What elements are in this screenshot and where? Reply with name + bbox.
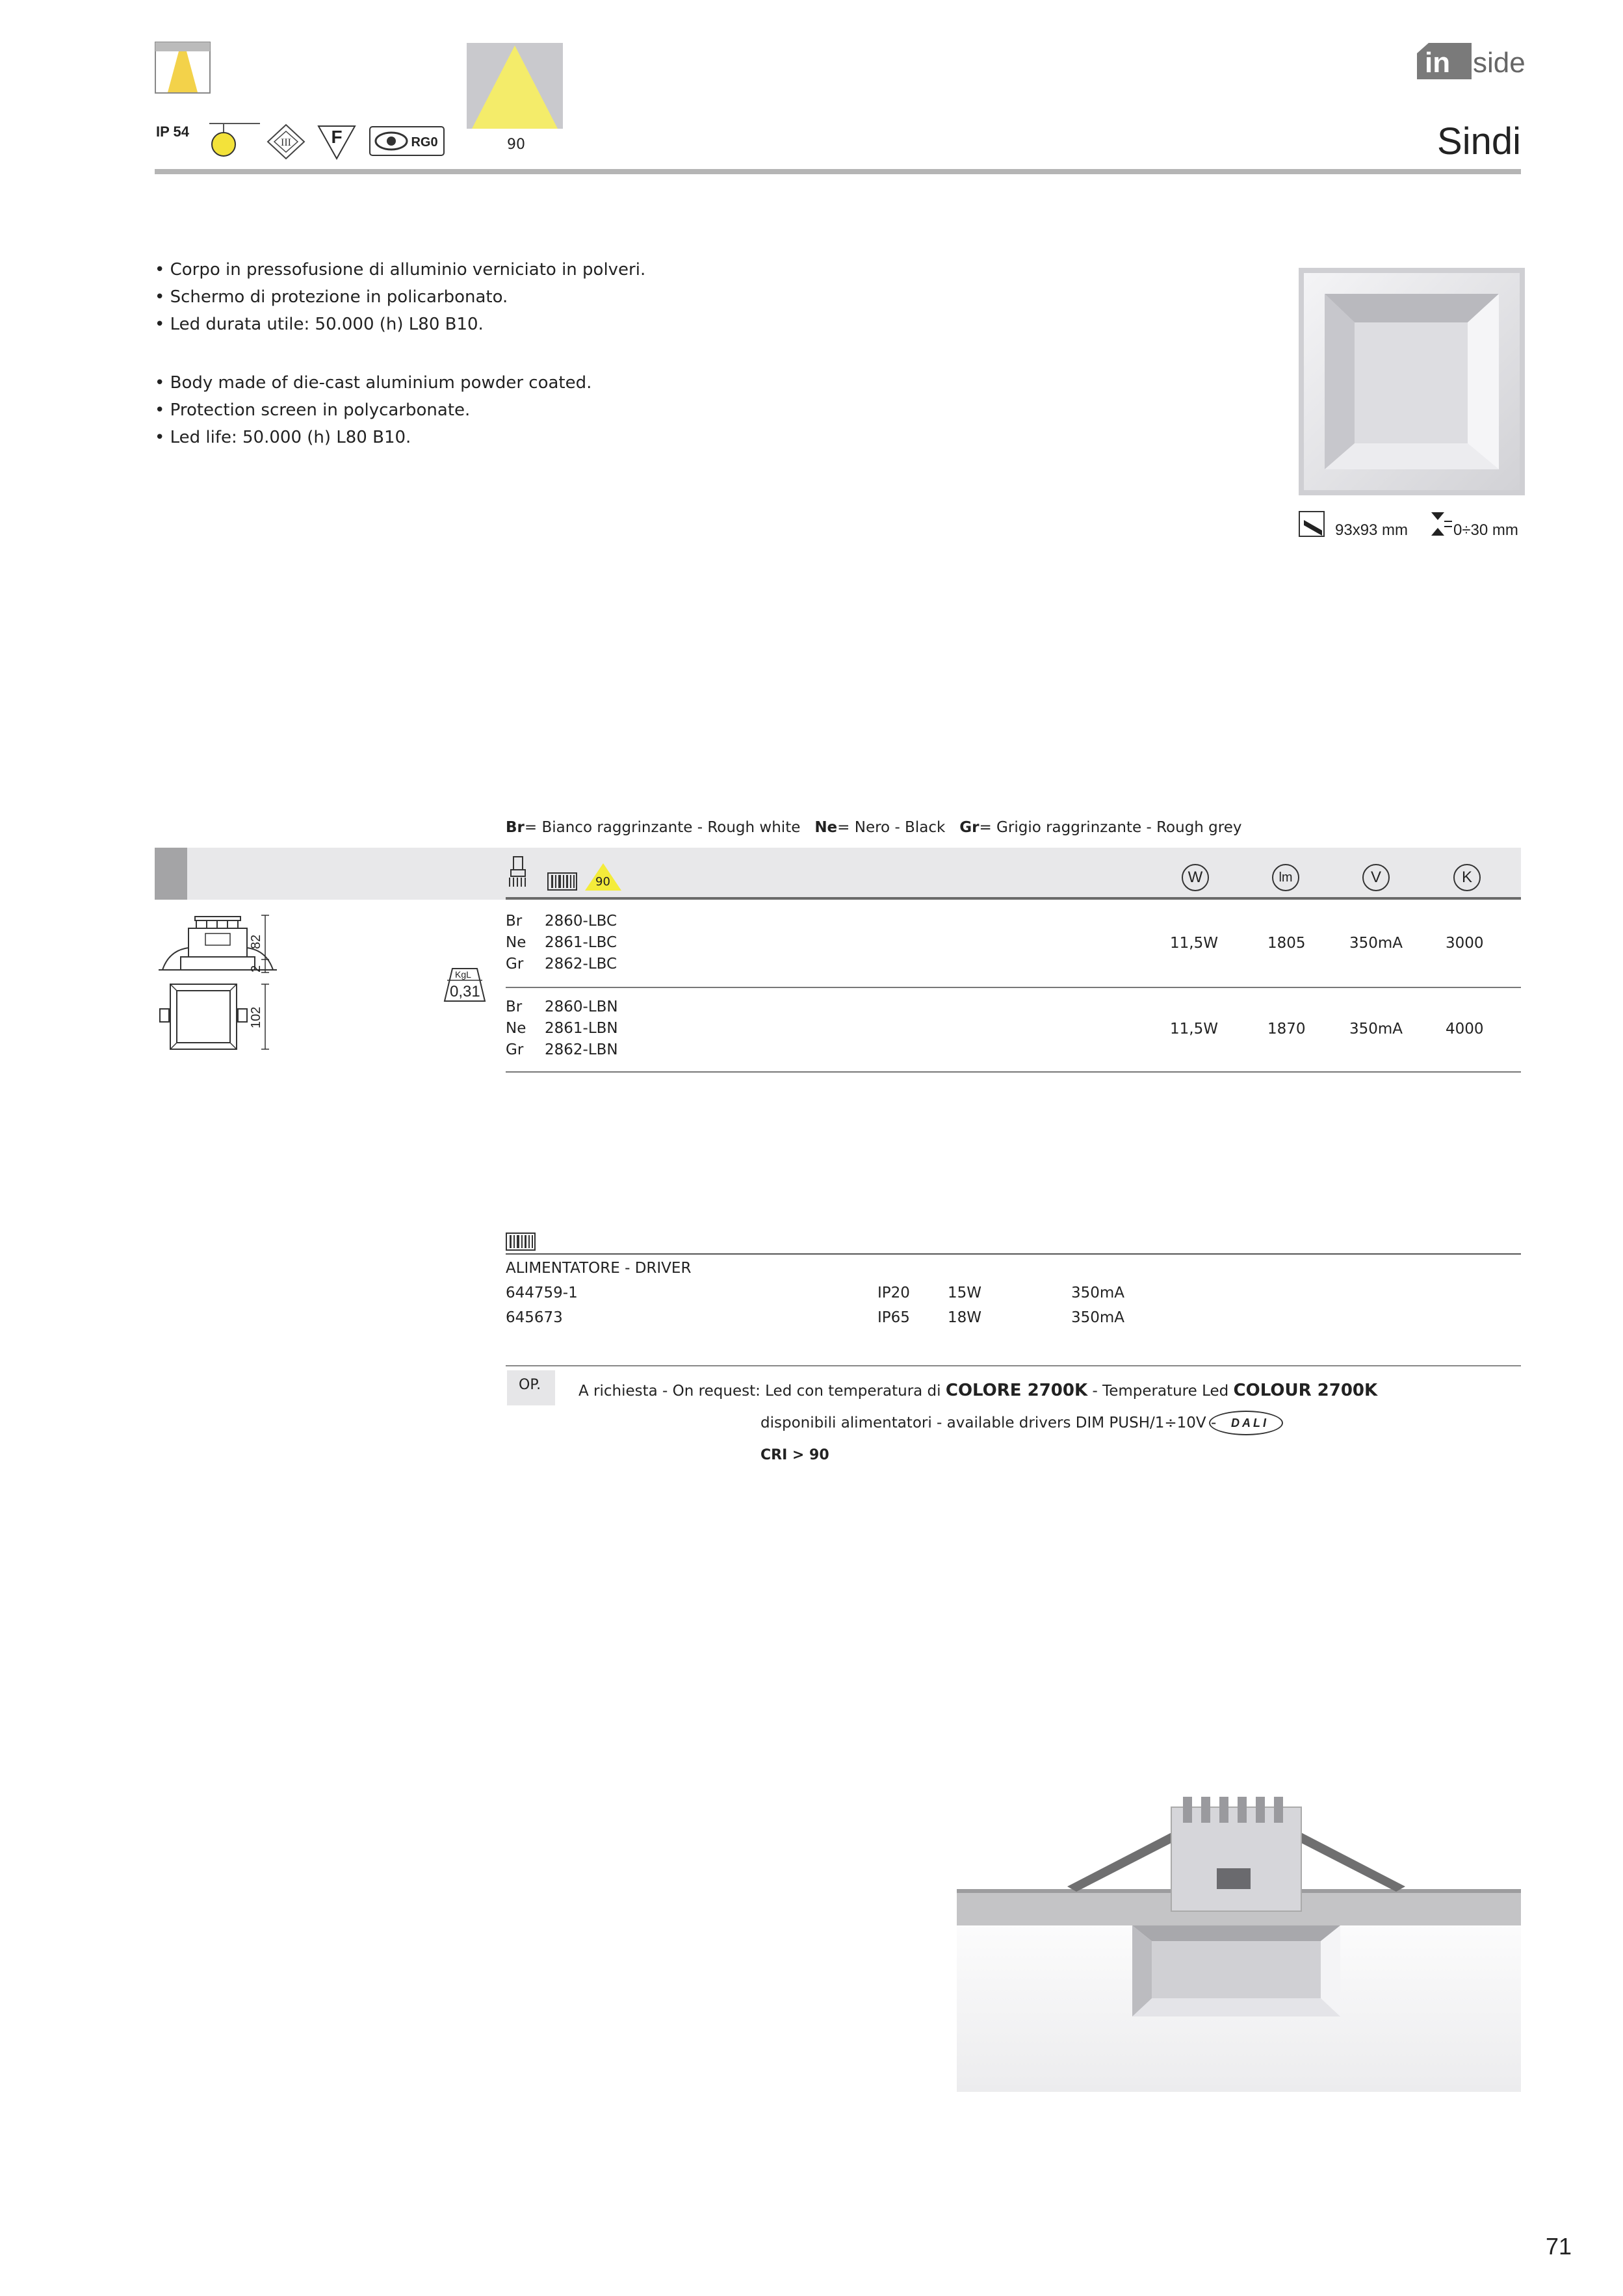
finish-code: Ne xyxy=(814,819,838,836)
ip-rating: IP 54 xyxy=(156,124,189,140)
driver-title: ALIMENTATORE - DRIVER xyxy=(506,1260,692,1277)
rg0-eye-icon xyxy=(369,126,445,156)
description-it xyxy=(155,261,645,333)
kelvin-value: 4000 xyxy=(1446,1021,1484,1037)
options-line-3: CRI > 90 xyxy=(760,1447,829,1463)
finish-desc: = Grigio raggrinzante - Rough grey xyxy=(979,819,1242,836)
list-item xyxy=(506,1000,618,1015)
class-iii-icon xyxy=(266,124,305,160)
barcode-icon xyxy=(547,872,577,891)
cutout-icon xyxy=(1299,511,1325,537)
watt-column-icon: W xyxy=(1182,864,1209,891)
finishes-legend xyxy=(506,820,1242,835)
row-divider xyxy=(506,987,1521,988)
cutout-size: 93x93 mm xyxy=(1335,521,1409,539)
finish-code: Br xyxy=(506,913,523,930)
bulb-icon xyxy=(207,121,263,160)
driver-power: 18W xyxy=(948,1309,982,1326)
article-code: 2861-LBC xyxy=(545,934,617,951)
driver-current: 350mA xyxy=(1071,1285,1125,1301)
desc-en-line: • Body made of die-cast aluminium powder coated. xyxy=(155,373,592,393)
finish-code: Ne xyxy=(506,1020,526,1037)
weight-unit: KgL xyxy=(455,969,471,980)
desc-en-line: • Protection screen in polycarbonate. xyxy=(155,400,471,420)
table-row xyxy=(506,914,617,972)
list-item xyxy=(506,914,617,929)
finish-code: Ne xyxy=(506,934,526,951)
product-name: Sindi xyxy=(1437,120,1521,163)
watt-value: 11,5W xyxy=(1170,1021,1218,1037)
list-item xyxy=(506,1021,618,1036)
driver-code: 645673 xyxy=(506,1309,563,1326)
desc-it-line: • Schermo di protezione in policarbonato. xyxy=(155,287,508,307)
weight-value: 0,31 xyxy=(450,983,480,1000)
options-text: disponibili alimentatori - available drivers DIM PUSH/1÷10V - xyxy=(760,1415,1217,1431)
width-dimension: 102 xyxy=(249,1006,263,1028)
table-header-rule xyxy=(506,897,1521,900)
description-en xyxy=(155,374,591,446)
table-row xyxy=(506,1000,618,1058)
driver-ip: IP20 xyxy=(877,1285,910,1301)
driver-barcode-icon xyxy=(506,1233,536,1251)
page-number: 71 xyxy=(1546,2233,1572,2260)
product-front-photo xyxy=(1299,268,1525,495)
finish-code: Br xyxy=(506,998,523,1015)
light-distribution-icon xyxy=(155,42,211,94)
ceiling-thickness: 0÷30 mm xyxy=(1453,521,1518,539)
class-iii-label: III xyxy=(281,137,291,148)
options-line-2 xyxy=(760,1416,1216,1431)
height-small-dimension: 2 xyxy=(249,965,263,972)
volt-column-icon: V xyxy=(1362,864,1390,891)
finish-code: Gr xyxy=(506,1041,524,1058)
driver-power: 15W xyxy=(948,1285,982,1301)
article-code: 2862-LBN xyxy=(545,1041,618,1058)
finish-desc: = Bianco raggrinzante - Rough white xyxy=(524,819,801,836)
brand-light: side xyxy=(1473,47,1526,79)
list-item xyxy=(506,935,617,950)
f-mark-icon xyxy=(317,124,356,160)
driver-current: 350mA xyxy=(1071,1309,1125,1326)
driver-code: 644759-1 xyxy=(506,1285,578,1301)
f-mark-label: F xyxy=(331,127,343,147)
options-text-bold: COLOUR 2700K xyxy=(1233,1381,1378,1400)
finish-brush-icon xyxy=(507,855,529,888)
options-line-1 xyxy=(578,1382,1377,1399)
ceiling-thickness-icon xyxy=(1430,511,1452,537)
driver-ip: IP65 xyxy=(877,1309,910,1326)
list-item xyxy=(506,1043,618,1058)
lumen-value: 1870 xyxy=(1267,1021,1306,1037)
dali-label: DALI xyxy=(1231,1416,1269,1429)
list-item xyxy=(506,957,617,972)
desc-it-line: • Corpo in pressofusione di alluminio verniciato in polveri. xyxy=(155,260,646,280)
finish-code: Gr xyxy=(959,819,980,836)
row-divider xyxy=(506,1071,1521,1073)
product-installed-photo xyxy=(957,1790,1521,2092)
kelvin-value: 3000 xyxy=(1446,935,1484,952)
article-code: 2860-LBN xyxy=(545,998,618,1015)
desc-it-line: • Led durata utile: 50.000 (h) L80 B10. xyxy=(155,315,484,334)
current-value: 350mA xyxy=(1349,935,1403,952)
finish-desc: = Nero - Black xyxy=(837,819,946,836)
brand-bold: in xyxy=(1425,47,1451,79)
finish-code: Br xyxy=(506,819,525,836)
options-badge-label: OP. xyxy=(519,1377,541,1393)
options-text-bold: COLORE 2700K xyxy=(945,1381,1088,1400)
watt-value: 11,5W xyxy=(1170,935,1218,952)
header-rule xyxy=(155,169,1521,174)
lumen-column-icon: lm xyxy=(1272,864,1299,891)
rg0-label: RG0 xyxy=(411,135,438,150)
current-value: 350mA xyxy=(1349,1021,1403,1037)
options-rule xyxy=(506,1365,1521,1366)
table-header-bar xyxy=(155,848,1521,900)
desc-en-line: • Led life: 50.000 (h) L80 B10. xyxy=(155,428,411,447)
beam-triangle-value: 90 xyxy=(595,875,610,889)
finish-code: Gr xyxy=(506,956,524,972)
article-code: 2860-LBC xyxy=(545,913,617,930)
table-header-accent xyxy=(155,848,187,900)
driver-rule xyxy=(506,1253,1521,1255)
lumen-value: 1805 xyxy=(1267,935,1306,952)
height-dimension: 82 xyxy=(249,934,263,949)
article-code: 2861-LBN xyxy=(545,1020,618,1037)
beam-angle-value: 90 xyxy=(507,137,525,153)
kelvin-column-icon: K xyxy=(1453,864,1481,891)
article-code: 2862-LBC xyxy=(545,956,617,972)
options-text: - Temperature Led xyxy=(1087,1383,1234,1400)
options-text: A richiesta - On request: Led con temperatura di xyxy=(578,1383,946,1400)
